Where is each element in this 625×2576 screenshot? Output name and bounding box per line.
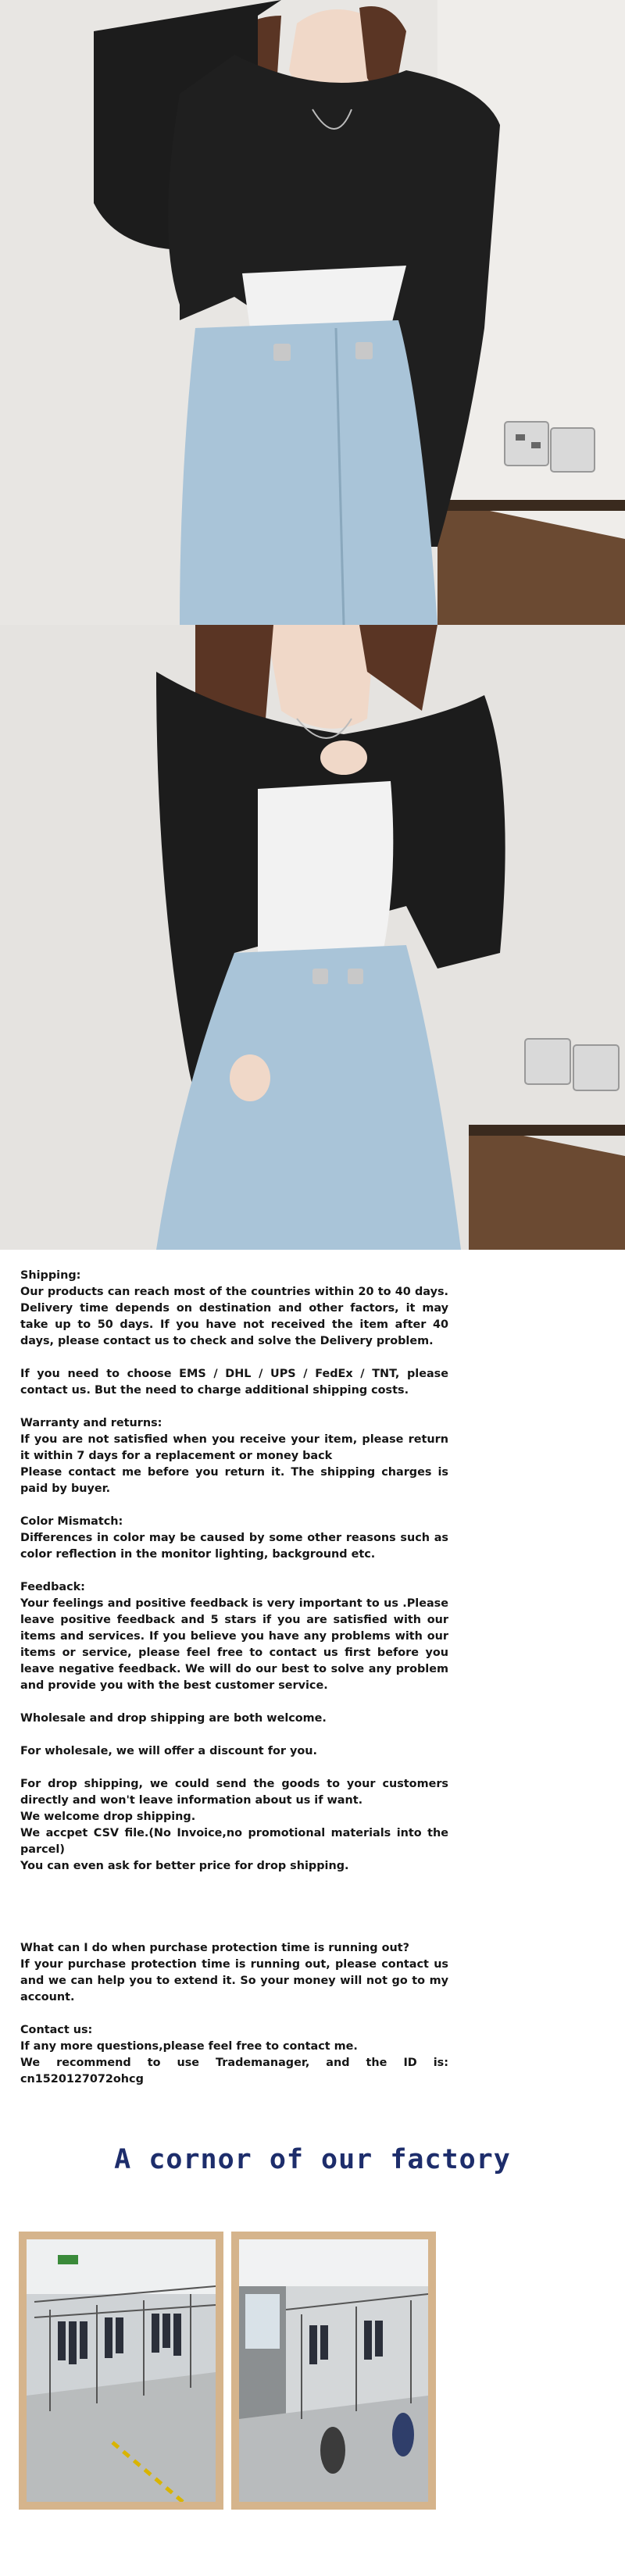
- protection-answer: If your purchase protection time is running out, please contact us and we can help you to extend it. So your money will not go to my account.: [20, 1958, 448, 2003]
- color-heading: Color Mismatch:: [20, 1515, 123, 1528]
- warranty-heading: Warranty and returns:: [20, 1417, 162, 1429]
- warranty-text-1: If you are not satisfied when you receive your item, please return it within 7 days for a replacement or money back: [20, 1433, 448, 1462]
- contact-heading: Contact us:: [20, 2024, 93, 2036]
- model-photo-icon: [0, 0, 625, 625]
- drop-welcome-text: We welcome drop shipping.: [20, 1811, 196, 1823]
- express-text: If you need to choose EMS / DHL / UPS / FedEx / TNT, please contact us. But the need to charge additional shipping costs.: [20, 1368, 448, 1397]
- factory-title: A cornor of our factory: [114, 2144, 511, 2175]
- product-photo-front: [0, 0, 625, 625]
- color-text: Differences in color may be caused by some other reasons such as color reflection in the monitor lighting, background etc.: [20, 1532, 448, 1561]
- drop-shipping-text: For drop shipping, we could send the goods to your customers directly and won't leave information about us if want.: [20, 1778, 448, 1807]
- feedback-heading: Feedback:: [20, 1581, 85, 1593]
- factory-photo-icon: [27, 2239, 216, 2502]
- trademanager-text: We recommend to use Trademanager, and the ID is: cn1520127072ohcg: [20, 2057, 448, 2085]
- protection-question: What can I do when purchase protection time is running out?: [20, 1942, 409, 1954]
- product-photo-detail: [0, 625, 625, 1250]
- factory-photo-right: [231, 2232, 436, 2510]
- wholesale-text: Wholesale and drop shipping are both welcome.: [20, 1712, 327, 1725]
- shipping-text: Our products can reach most of the countries within 20 to 40 days. Delivery time depends on destination and other factors, it may take up to 50 days. If you have not received the item after 40 days, please contact us to check and solve the Delivery problem.: [20, 1286, 448, 1347]
- discount-text: For wholesale, we will offer a discount for you.: [20, 1745, 317, 1757]
- contact-text: If any more questions,please feel free to contact me.: [20, 2040, 358, 2053]
- factory-photo-left: [19, 2232, 223, 2510]
- shipping-heading: Shipping:: [20, 1269, 81, 1282]
- feedback-text: Your feelings and positive feedback is very important to us .Please leave positive feedback and 5 stars if you are satisfied with our items and services. If you believe you have any problems with our items or service, please feel free to contact us first before you leave negative feedback. We will do our best to solve any problem and provide you with the best customer service.: [20, 1597, 448, 1692]
- seller-policy: [20, 1268, 448, 2088]
- model-photo-icon: [0, 625, 625, 1250]
- factory-photo-icon: [239, 2239, 428, 2502]
- warranty-text-2: Please contact me before you return it. The shipping charges is paid by buyer.: [20, 1466, 448, 1495]
- csv-text: We accpet CSV file.(No Invoice,no promotional materials into the parcel): [20, 1827, 448, 1856]
- price-text: You can even ask for better price for drop shipping.: [20, 1860, 349, 1872]
